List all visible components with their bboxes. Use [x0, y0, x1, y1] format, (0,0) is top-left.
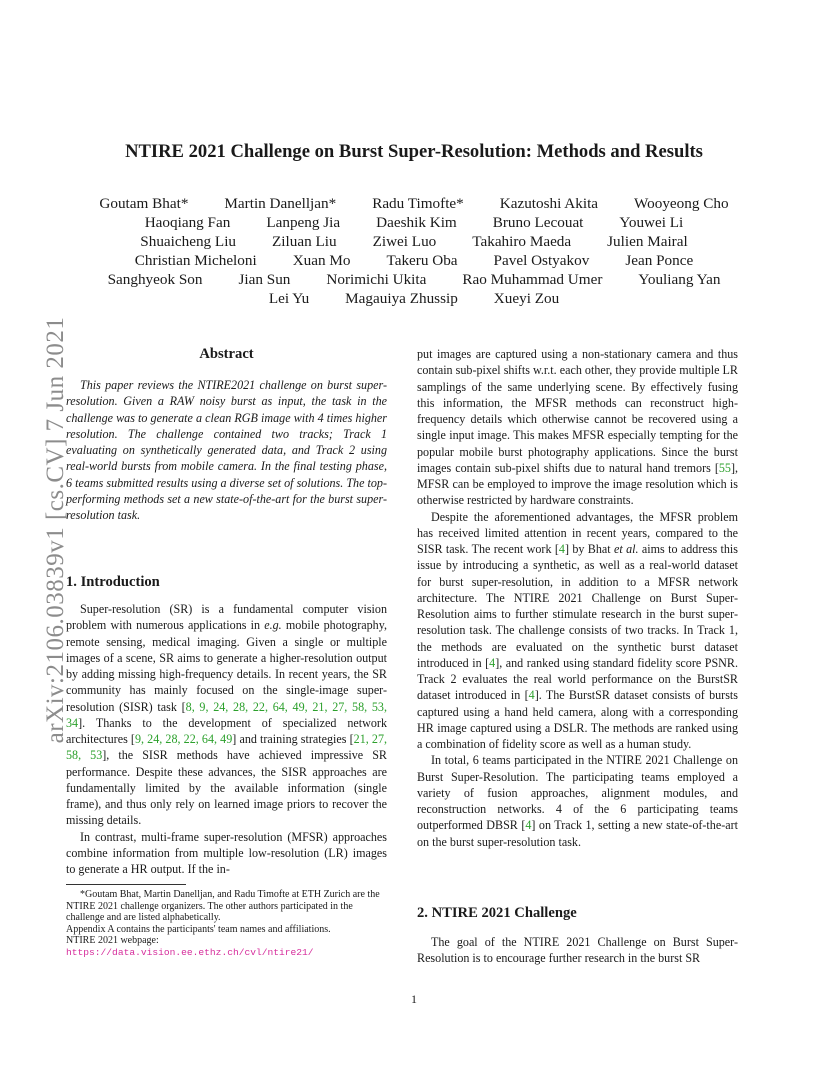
author-row — [0, 233, 828, 252]
abstract-text: This paper reviews the NTIRE2021 challenge on burst super-resolution. Given a RAW noisy burst as input, the task in the challenge was to generate a clean RGB image with 4 times higher resolution. The challenge contained two tracks; Track 1 evaluating on synthetically generated data, and Track 2 using real-world bursts from mobile camera. In the final testing phase, 6 teams submitted results using a diverse set of solutions. The top-performing methods set a new state-of-the-art for the burst super-resolution task. — [66, 378, 387, 522]
author-name: Pavel Ostyakov — [493, 252, 590, 269]
section-heading-challenge: 2. NTIRE 2021 Challenge — [417, 905, 577, 921]
author-name: Radu Timofte* — [372, 195, 464, 212]
right-paragraph: put images are captured using a non-stationary camera and thus contain sub-pixel shifts w.r.t. each other, they provide multiple LR samplings of the same underlying scene. By effectively fusing this information, the MFSR methods can reconstruct high-frequency details which otherwise cannot be recovered using a single input image. This makes MFSR especially tempting for the popular mobile burst photography applications. Since the burst images contain sub-pixel shifts due to natural hand tremors [55], MFSR can be employed to improve the image resolution which is otherwise restricted by hardware constraints. — [417, 347, 738, 508]
right-column-body — [417, 346, 738, 850]
author-list — [0, 195, 828, 309]
author-name: Julien Mairal — [607, 233, 688, 250]
author-row — [0, 195, 828, 214]
arxiv-identifier: arXiv:2106.03839v1 [cs.CV] 7 Jun 2021 — [42, 316, 69, 744]
author-name: Xuan Mo — [292, 252, 351, 269]
intro-paragraph: Super-resolution (SR) is a fundamental computer vision problem with numerous applications in e.g. mobile photography, remote sensing, medical imaging. Given a single or multiple images of a scene, SR aims to generate a higher-resolution output by adding missing high-frequency details. In recent years, the SR community has mainly focused on the single-image super-resolution (SISR) task [8, 9, 24, 28, 22, 64, 49, 21, 27, 58, 53, 34]. Thanks to the development of specialized network architectures [9, 24, 28, 22, 64, 49] and training strategies [21, 27, 58, 53], the SISR methods have achieved impressive SR performance. Despite these advances, the SISR approaches are fundamentally limited by the available information (single frame), and thus only rely on learned image priors to recover the missing details. — [66, 602, 388, 828]
author-name: Haoqiang Fan — [144, 214, 231, 231]
citation-link[interactable]: 8, 9, 24, 28, 22, 64, 49, 21, 27, 58, 53, 34 — [66, 699, 387, 730]
author-name: Martin Danelljan* — [224, 195, 337, 212]
author-name: Ziwei Luo — [372, 233, 437, 250]
citation-link[interactable]: 21, 27, 58, 53 — [66, 732, 388, 763]
footnote-rule — [66, 884, 186, 885]
author-name: Takeru Oba — [386, 252, 458, 269]
author-name: Bruno Lecouat — [492, 214, 584, 231]
author-row — [0, 214, 828, 233]
author-name: Lanpeng Jia — [266, 214, 341, 231]
citation-link[interactable]: 55 — [718, 460, 731, 475]
author-name: Kazutoshi Akita — [499, 195, 599, 212]
challenge-body: The goal of the NTIRE 2021 Challenge on Burst Super-Resolution is to encourage further research in the burst SR — [417, 935, 738, 966]
paper-title: NTIRE 2021 Challenge on Burst Super-Resolution: Methods and Results — [125, 141, 703, 162]
citation-link[interactable]: 9, 24, 28, 22, 64, 49 — [134, 732, 233, 746]
author-name: Sanghyeok Son — [107, 271, 203, 288]
author-name: Norimichi Ukita — [326, 271, 427, 288]
author-name: Ziluan Liu — [272, 233, 337, 250]
author-row — [0, 252, 828, 271]
author-name: Jian Sun — [238, 271, 291, 288]
author-name: Christian Micheloni — [134, 252, 257, 269]
author-name: Shuaicheng Liu — [140, 233, 237, 250]
citation-link[interactable]: 4 — [528, 688, 535, 703]
introduction-body — [66, 601, 387, 877]
intro-paragraph: In contrast, multi-frame super-resolution (MFSR) approaches combine information from multiple low-resolution (LR) images to generate a HR output. If the in- — [66, 829, 387, 876]
right-paragraph: In total, 6 teams participated in the NTIRE 2021 Challenge on Burst Super-Resolution. The participating teams employed a variety of fusion approaches, alignment modules, and reconstruction networks. 4 of the 6 participating teams outperformed DBSR [4] on Track 1, setting a new state-of-the-art on the burst super-resolution task. — [417, 753, 738, 849]
author-name: Magauiya Zhussip — [345, 290, 458, 307]
section-heading-introduction: 1. Introduction — [66, 574, 160, 590]
author-name: Xueyi Zou — [493, 290, 560, 307]
author-name: Daeshik Kim — [376, 214, 457, 231]
page-number: 1 — [411, 992, 417, 1006]
author-name: Takahiro Maeda — [472, 233, 572, 250]
citation-link[interactable]: 4 — [558, 542, 565, 556]
abstract-heading: Abstract — [199, 346, 254, 362]
author-name: Wooyeong Cho — [634, 195, 729, 212]
author-row — [0, 290, 828, 309]
footnote: *Goutam Bhat, Martin Danelljan, and Radu Timofte at ETH Zurich are the NTIRE 2021 challenge organizers. The other authors participated in the challenge and are listed alphabetically. Appendix A contains the participants' team names and affiliations. NTIRE 2021 webpage: https://data.vision.ee.ethz.ch/cvl/ntire21/ — [66, 889, 387, 959]
author-name: Goutam Bhat* — [99, 195, 189, 212]
webpage-link[interactable]: https://data.vision.ee.ethz.ch/cvl/ntire21/ — [66, 946, 314, 958]
author-name: Youwei Li — [619, 214, 684, 231]
author-name: Jean Ponce — [625, 252, 694, 269]
citation-link[interactable]: 4 — [525, 818, 532, 833]
right-paragraph: Despite the aforementioned advantages, the MFSR problem has received limited attention in recent years, compared to the SISR task. The recent work [4] by Bhat et al. aims to address this issue by introducing a synthetic, as well as a real-world dataset for burst super-resolution, in addition to a MFSR network architecture. The NTIRE 2021 Challenge on Burst Super-Resolution aims to further stimulate research in the burst super-resolution task. The challenge consists of two tracks. In Track 1, the methods are evaluated on the synthetic burst dataset introduced in [4], and ranked using standard fidelity score PSNR. Track 2 evaluates the real world performance on the BurstSR dataset introduced in [4]. The BurstSR dataset consists of bursts captured using a hand held camera, along with a corresponding HR image captured using a DSLR. The methods are ranked using a combination of fidelity score as well as a human study. — [417, 509, 738, 751]
author-name: Lei Yu — [268, 290, 310, 307]
citation-link[interactable]: 4 — [489, 655, 496, 670]
author-name: Rao Muhammad Umer — [462, 271, 603, 288]
author-row — [0, 271, 828, 290]
author-name: Youliang Yan — [638, 271, 721, 288]
